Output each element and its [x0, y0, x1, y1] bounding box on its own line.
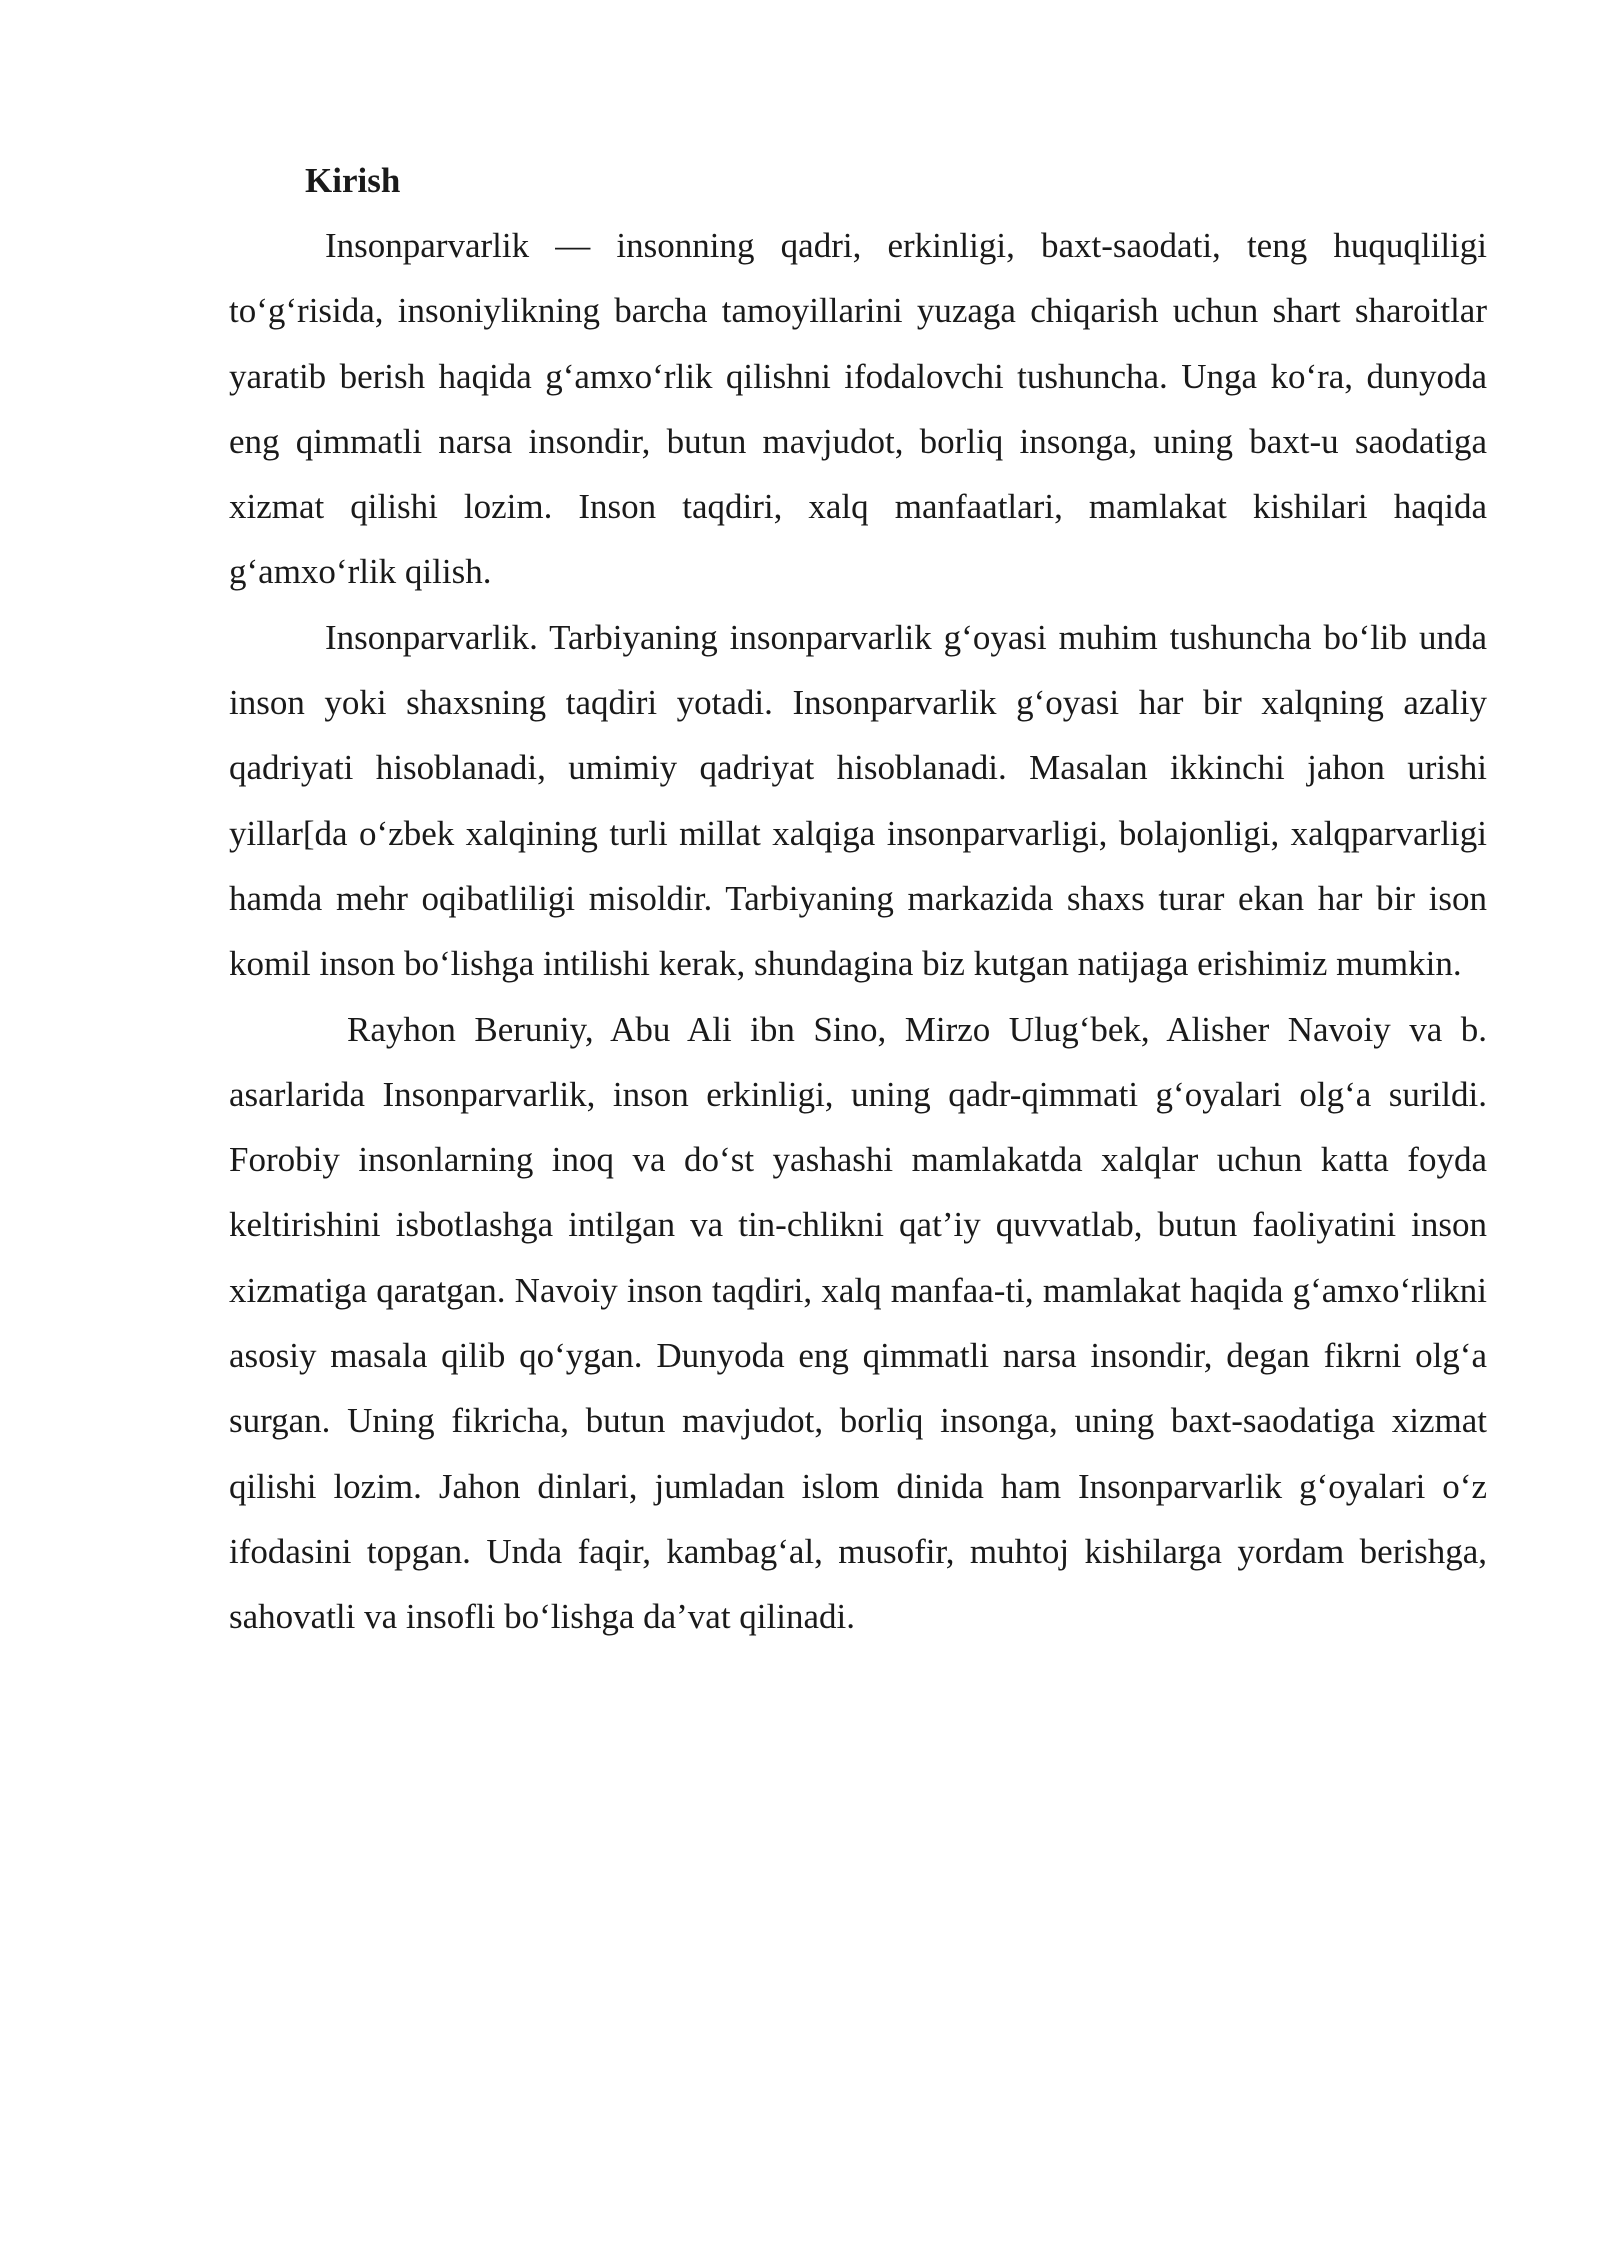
paragraph-2: Insonparvarlik. Tarbiyaning insonparvarlik g‘oyasi muhim tushuncha bo‘lib unda inson yoki shaxsning taqdiri yotadi. Insonparvarlik g‘oyasi har bir xalqning azaliy qadriyati hisoblanadi, umimiy qadriyat hisoblanadi. Masalan ikkinchi jahon urishi yillar[da o‘zbek xalqining turli millat xalqiga insonparvarligi, bolajonligi, xalqparvarligi hamda mehr oqibatliligi misoldir. Tarbiyaning markazida shaxs turar ekan har bir ison komil inson bo‘lishga intilishi kerak, shundagina biz kutgan natijaga erishimiz mumkin. [229, 617, 1487, 984]
paragraph-3: Rayhon Beruniy, Abu Ali ibn Sino, Mirzo Ulug‘bek, Alisher Navoiy va b. asarlarida Insonparvarlik, inson erkinligi, uning qadr-qimmati g‘oyalari olg‘a surildi. Forobiy insonlarning inoq va do‘st yashashi mamlakatda xalqlar uchun katta foyda keltirishini isbotlashga intilgan va tin-chlikni qat’iy quvvatlab, butun faoliyatini inson xizmatiga qaratgan. Navoiy inson taqdiri, xalq manfaa-ti, mamlakat haqida g‘amxo‘rlikni asosiy masala qilib qo‘ygan. Dunyoda eng qimmatli narsa insondir, degan fikrni olg‘a surgan. Uning fikricha, butun mavjudot, borliq insonga, uning baxt-saodatiga xizmat qilishi lozim. Jahon dinlari, jumladan islom dinida ham Insonparvarlik g‘oyalari o‘z ifodasini topgan. Unda faqir, kambag‘al, musofir, muhtoj kishilarga yordam berishga, sahovatli va insofli bo‘lishga da’vat qilinadi. [229, 1009, 1487, 1637]
paragraph-1: Insonparvarlik — insonning qadri, erkinligi, baxt-saodati, teng huquqliligi to‘g‘risida, insoniylikning barcha tamoyillarini yuzaga chiqarish uchun shart sharoitlar yaratib berish haqida g‘amxo‘rlik qilishni ifodalovchi tushuncha. Unga ko‘ra, dunyoda eng qimmatli narsa insondir, butun mavjudot, borliq insonga, uning baxt-u saodatiga xizmat qilishi lozim. Inson taqdiri, xalq manfaatlari, mamlakat kishilari haqida g‘amxo‘rlik qilish. [229, 226, 1487, 592]
document-body [229, 148, 1487, 1650]
section-heading: Kirish [305, 161, 401, 200]
